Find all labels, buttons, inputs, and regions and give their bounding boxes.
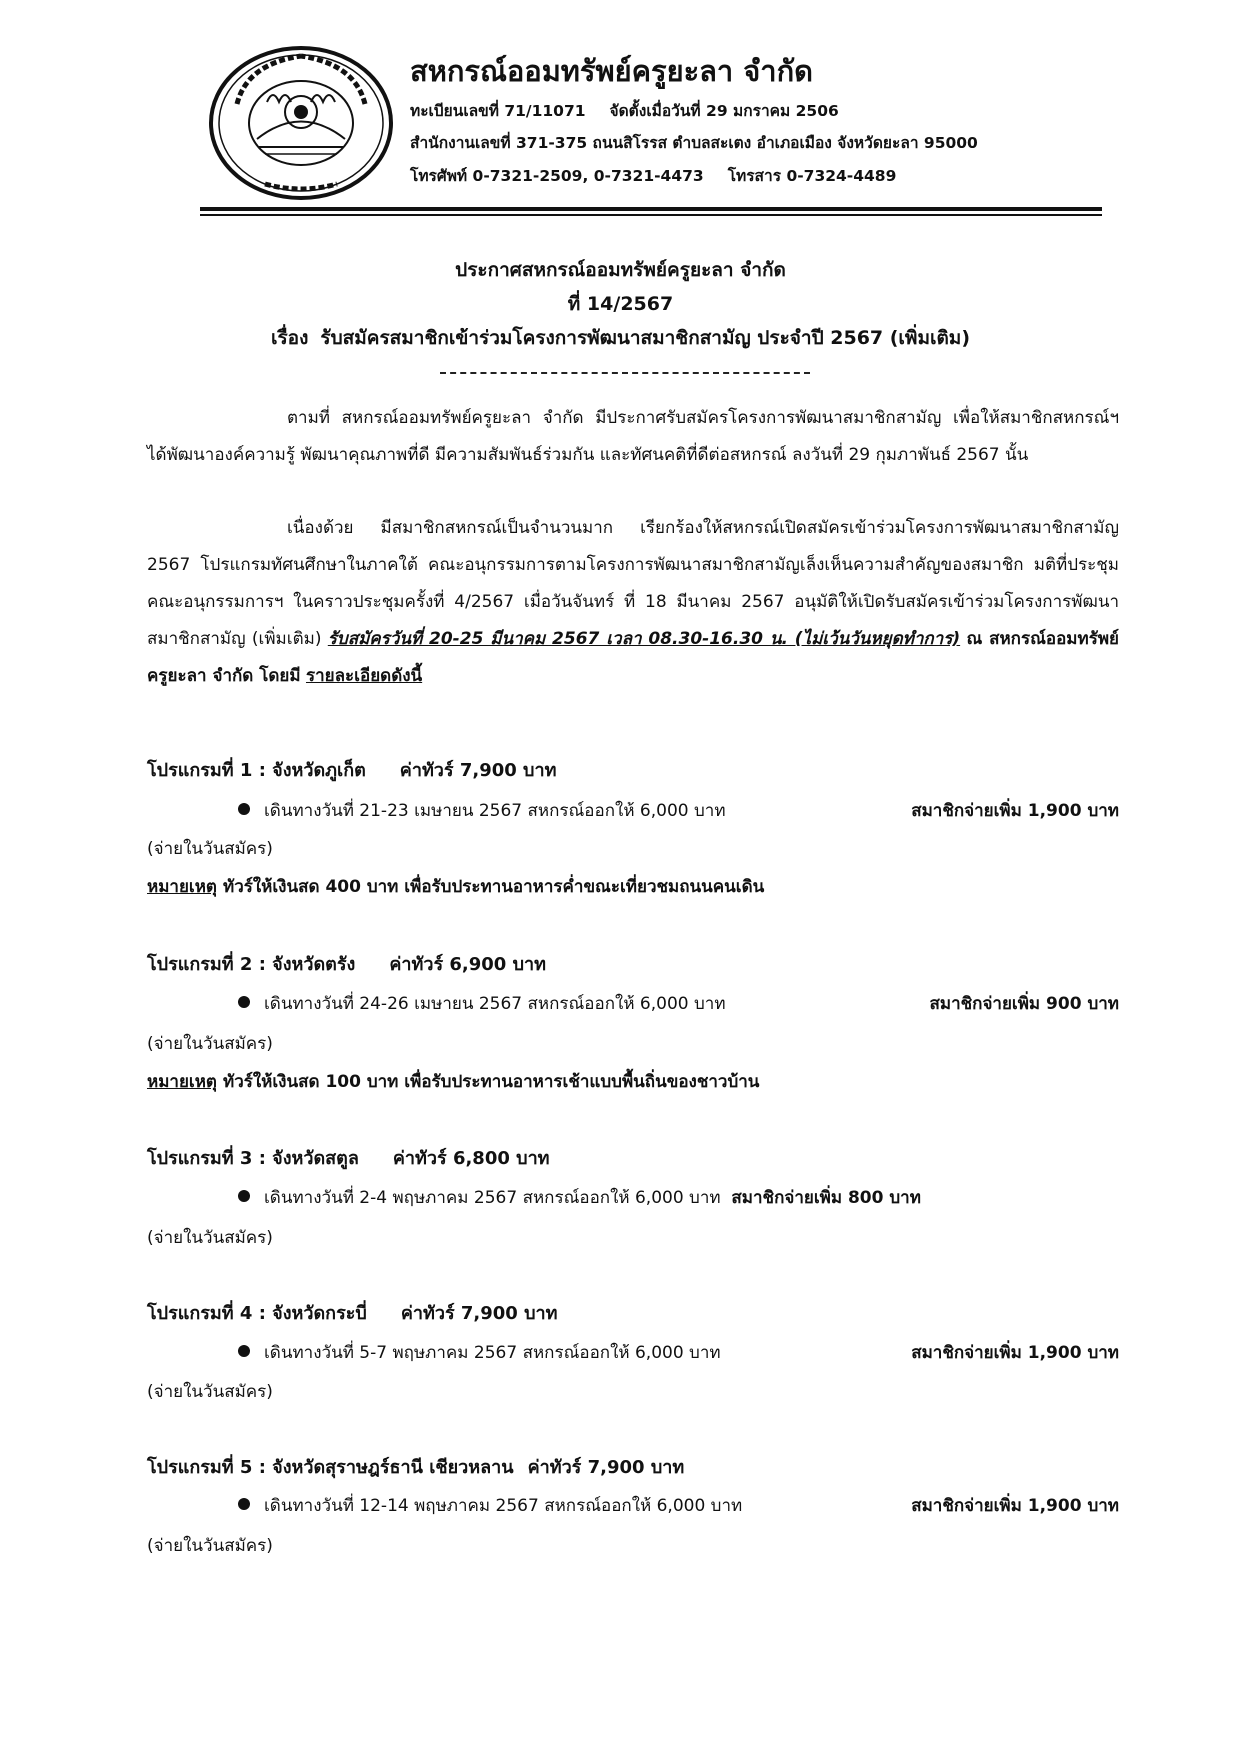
program-2-member-pay: สมาชิกจ่ายเพิ่ม 900 บาท xyxy=(929,994,1119,1014)
announcement-number: ที่ 14/2567 xyxy=(567,293,674,315)
program-2-heading: โปรแกรมที่ 2 : จังหวัดตรัง ค่าทัวร์ 6,900 บาท xyxy=(147,954,546,975)
fax-number: โทรสาร 0-7324-4489 xyxy=(727,167,897,185)
registration-place: ณ สหกรณ์ออมทรัพย์ครูยะลา จำกัด โดยมี xyxy=(147,629,1119,686)
program-4-member-pay: สมาชิกจ่ายเพิ่ม 1,900 บาท xyxy=(911,1343,1119,1363)
program-5-member-pay: สมาชิกจ่ายเพิ่ม 1,900 บาท xyxy=(911,1496,1119,1516)
program-1-trip: เดินทางวันที่ 21-23 เมษายน 2567 สหกรณ์ออกให้ 6,000 บาท สมาชิกจ่ายเพิ่ม 1,900 บาท xyxy=(238,797,1119,824)
registration-period: รับสมัครวันที่ 20-25 มีนาคม 2567 เวลา 08.30-16.30 น. (ไม่เว้นวันหยุดทำการ) xyxy=(327,629,961,649)
registration-line xyxy=(410,98,839,123)
program-4-pay-note: (จ่ายในวันสมัคร) xyxy=(147,1382,273,1402)
cooperative-seal-logo xyxy=(207,44,395,202)
program-2-price: ค่าทัวร์ 6,900 บาท xyxy=(389,954,546,975)
organization-name: สหกรณ์ออมทรัพย์ครูยะลา จำกัด xyxy=(410,54,813,88)
announcement-title: ประกาศสหกรณ์ออมทรัพย์ครูยะลา จำกัด xyxy=(455,259,786,281)
registration-number: ทะเบียนเลขที่ 71/11071 xyxy=(410,102,586,120)
program-5-trip: เดินทางวันที่ 12-14 พฤษภาคม 2567 สหกรณ์ออกให้ 6,000 บาท สมาชิกจ่ายเพิ่ม 1,900 บาท xyxy=(238,1492,1119,1519)
program-5-heading: โปรแกรมที่ 5 : จังหวัดสุราษฎร์ธานี เชียวหลาน ค่าทัวร์ 7,900 บาท xyxy=(147,1457,685,1478)
program-1-heading: โปรแกรมที่ 1 : จังหวัดภูเก็ต ค่าทัวร์ 7,900 บาท xyxy=(147,760,557,781)
established-date: จัดตั้งเมื่อวันที่ 29 มกราคม 2506 xyxy=(609,102,839,120)
program-5-pay-note: (จ่ายในวันสมัคร) xyxy=(147,1536,273,1556)
paragraph-approval xyxy=(147,510,1119,695)
program-2-trip: เดินทางวันที่ 24-26 เมษายน 2567 สหกรณ์ออกให้ 6,000 บาท สมาชิกจ่ายเพิ่ม 900 บาท xyxy=(238,990,1119,1017)
paragraph-background: ตามที่ สหกรณ์ออมทรัพย์ครูยะลา จำกัด มีประกาศรับสมัครโครงการพัฒนาสมาชิกสามัญ เพื่อให้สมาชิกสหกรณ์ฯ ได้พัฒนาองค์ความรู้ พัฒนาคุณภาพที่ดี มีความสัมพันธ์ร่วมกัน และทัศนคติที่ดีต่อสหกรณ์ ลงวันที่ 29 กุมภาพันธ์ 2567 นั้น xyxy=(147,408,1119,465)
bullet-icon xyxy=(238,996,250,1008)
letterhead-divider-thick xyxy=(200,207,1102,211)
approval-text: เนื่องด้วย มีสมาชิกสหกรณ์เป็นจำนวนมาก เรียกร้องให้สหกรณ์เปิดสมัครเข้าร่วมโครงการพัฒนาสมาชิกสามัญ 2567 โปรแกรมทัศนศึกษาในภาคใต้ คณะอนุกรรมการตามโครงการพัฒนาสมาชิกสามัญเล็งเห็นความสำคัญของสมาชิก มติที่ประชุมคณะอนุกรรมการฯ ในคราวประชุมครั้งที่ 4/2567 เมื่อวันจันทร์ ที่ 18 มีนาคม 2567 อนุมัติให้เปิดรับสมัครเข้าร่วมโครงการพัฒนาสมาชิกสามัญ (เพิ่มเติม) xyxy=(147,518,1119,649)
title-dashed-divider xyxy=(440,372,810,374)
subject-label: เรื่อง xyxy=(270,327,309,349)
program-2-remark: หมายเหตุ ทัวร์ให้เงินสด 100 บาท เพื่อรับประทานอาหารเช้าแบบพื้นถิ่นของชาวบ้าน xyxy=(147,1072,760,1092)
program-3-heading: โปรแกรมที่ 3 : จังหวัดสตูล ค่าทัวร์ 6,800 บาท xyxy=(147,1148,550,1169)
program-3-trip: เดินทางวันที่ 2-4 พฤษภาคม 2567 สหกรณ์ออกให้ 6,000 บาท สมาชิกจ่ายเพิ่ม 800 บาท xyxy=(238,1184,1119,1211)
program-5-price: ค่าทัวร์ 7,900 บาท xyxy=(527,1457,685,1478)
program-3-price: ค่าทัวร์ 6,800 บาท xyxy=(392,1148,550,1169)
bullet-icon xyxy=(238,1190,250,1202)
letterhead-divider-thin xyxy=(200,214,1102,216)
bullet-icon xyxy=(238,1345,250,1357)
program-1-member-pay: สมาชิกจ่ายเพิ่ม 1,900 บาท xyxy=(911,801,1119,821)
program-2-pay-note: (จ่ายในวันสมัคร) xyxy=(147,1034,273,1054)
phone-numbers: โทรศัพท์ 0-7321-2509, 0-7321-4473 xyxy=(410,167,704,185)
program-4-trip: เดินทางวันที่ 5-7 พฤษภาคม 2567 สหกรณ์ออกให้ 6,000 บาท สมาชิกจ่ายเพิ่ม 1,900 บาท xyxy=(238,1339,1119,1366)
program-1-remark: หมายเหตุ ทัวร์ให้เงินสด 400 บาท เพื่อรับประทานอาหารค่ำขณะเที่ยวชมถนนคนเดิน xyxy=(147,877,765,897)
program-1-pay-note: (จ่ายในวันสมัคร) xyxy=(147,839,273,859)
program-3-pay-note: (จ่ายในวันสมัคร) xyxy=(147,1228,273,1248)
program-4-heading: โปรแกรมที่ 4 : จังหวัดกระบี่ ค่าทัวร์ 7,900 บาท xyxy=(147,1303,558,1324)
subject-text: รับสมัครสมาชิกเข้าร่วมโครงการพัฒนาสมาชิกสามัญ ประจำปี 2567 (เพิ่มเติม) xyxy=(320,327,971,349)
program-4-price: ค่าทัวร์ 7,900 บาท xyxy=(400,1303,558,1324)
contact-line xyxy=(410,163,896,188)
announcement-subject xyxy=(0,323,1241,353)
program-3-member-pay: สมาชิกจ่ายเพิ่ม 800 บาท xyxy=(731,1188,921,1208)
details-heading: รายละเอียดดังนี้ xyxy=(305,666,423,686)
program-1-price: ค่าทัวร์ 7,900 บาท xyxy=(399,760,557,781)
bullet-icon xyxy=(238,1498,250,1510)
office-address: สำนักงานเลขที่ 371-375 ถนนสิโรรส ตำบลสะเตง อำเภอเมือง จังหวัดยะลา 95000 xyxy=(410,134,978,152)
bullet-icon xyxy=(238,803,250,815)
